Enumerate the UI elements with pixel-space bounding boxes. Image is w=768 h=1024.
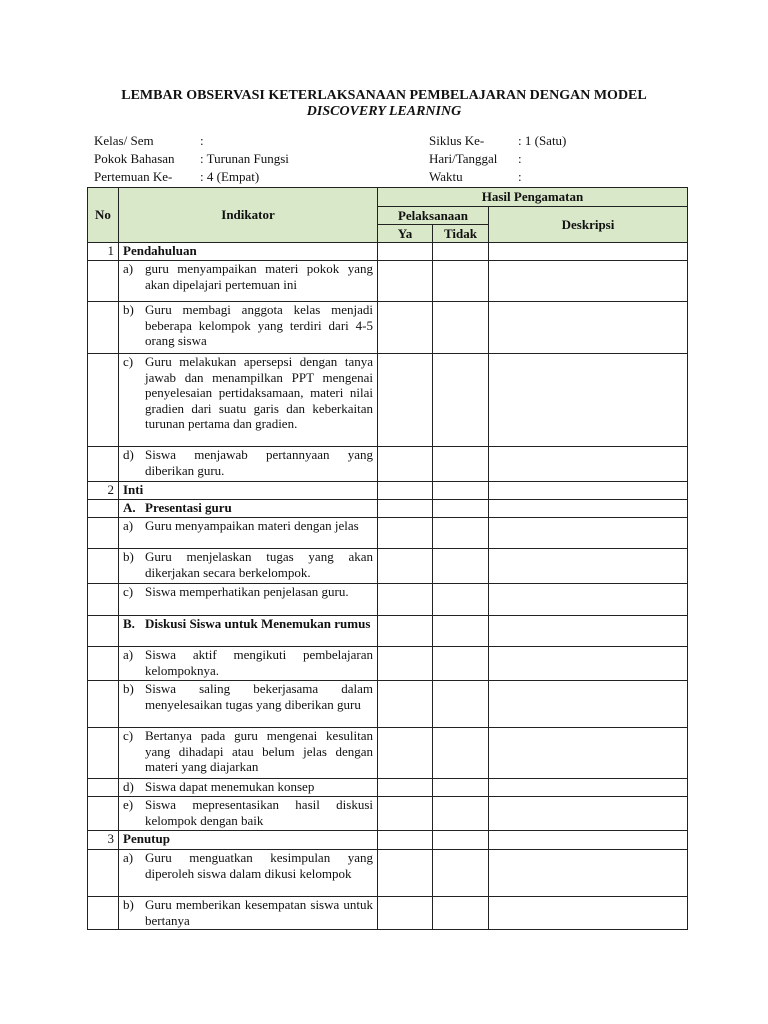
item-label: d) xyxy=(123,447,134,462)
section-title: Pendahuluan xyxy=(119,243,378,261)
ya-cell[interactable] xyxy=(378,447,433,482)
ya-cell[interactable] xyxy=(378,584,433,616)
ya-cell[interactable] xyxy=(378,243,433,261)
item-text: Siswa saling bekerjasama dalam menyelesaikan tugas yang diberikan guru xyxy=(145,681,373,712)
item-label: a) xyxy=(123,647,134,662)
item-label: c) xyxy=(123,354,134,369)
deskripsi-cell[interactable] xyxy=(489,482,688,500)
tidak-cell[interactable] xyxy=(433,681,489,728)
section-title: Inti xyxy=(119,482,378,500)
deskripsi-cell[interactable] xyxy=(489,797,688,831)
tidak-cell[interactable] xyxy=(433,797,489,831)
tidak-cell[interactable] xyxy=(433,354,489,447)
ya-cell[interactable] xyxy=(378,897,433,930)
subsection-row-presentasi xyxy=(88,500,688,518)
ya-cell[interactable] xyxy=(378,302,433,354)
deskripsi-cell[interactable] xyxy=(489,500,688,518)
item-text: Siswa aktif mengikuti pembelajaran kelompoknya. xyxy=(145,647,373,678)
kelas-label: Kelas/ Sem xyxy=(94,133,154,148)
pertemuan-label: Pertemuan Ke- xyxy=(94,169,173,184)
item-text: Siswa dapat menemukan konsep xyxy=(145,779,315,794)
item-label: c) xyxy=(123,728,134,743)
header-pelaksanaan: Pelaksanaan xyxy=(378,207,489,225)
item-label: b) xyxy=(123,897,134,912)
table-row xyxy=(88,797,688,831)
subsection-label: A. xyxy=(123,500,136,515)
observation-table xyxy=(87,187,688,930)
document-subtitle: DISCOVERY LEARNING xyxy=(306,104,462,119)
tidak-cell[interactable] xyxy=(433,549,489,584)
subsection-label: B. xyxy=(123,616,135,631)
deskripsi-cell[interactable] xyxy=(489,850,688,897)
ya-cell[interactable] xyxy=(378,518,433,549)
ya-cell[interactable] xyxy=(378,261,433,302)
ya-cell[interactable] xyxy=(378,728,433,779)
deskripsi-cell[interactable] xyxy=(489,518,688,549)
section-row-inti xyxy=(88,482,688,500)
header-tidak: Tidak xyxy=(433,225,489,243)
deskripsi-cell[interactable] xyxy=(489,728,688,779)
item-text: Guru membagi anggota kelas menjadi beberapa kelompok yang terdiri dari 4-5 orang siswa xyxy=(145,302,373,348)
tidak-cell[interactable] xyxy=(433,243,489,261)
table-row xyxy=(88,549,688,584)
subsection-title: Presentasi guru xyxy=(145,500,232,515)
deskripsi-cell[interactable] xyxy=(489,616,688,647)
table-row xyxy=(88,354,688,447)
deskripsi-cell[interactable] xyxy=(489,447,688,482)
pertemuan-value: : 4 (Empat) xyxy=(200,169,260,184)
document-title: LEMBAR OBSERVASI KETERLAKSANAAN PEMBELAJARAN DENGAN MODEL xyxy=(121,88,647,103)
pokok-bahasan-value: : Turunan Fungsi xyxy=(200,151,289,166)
subsection-title: Diskusi Siswa untuk Menemukan rumus xyxy=(145,616,371,631)
table-row xyxy=(88,647,688,681)
table-row xyxy=(88,779,688,797)
header-deskripsi: Deskripsi xyxy=(489,207,688,243)
item-label: b) xyxy=(123,681,134,696)
deskripsi-cell[interactable] xyxy=(489,897,688,930)
table-row xyxy=(88,261,688,302)
table-row xyxy=(88,584,688,616)
section-row-pendahuluan xyxy=(88,243,688,261)
tidak-cell[interactable] xyxy=(433,897,489,930)
item-text: Siswa menjawab pertannyaan yang diberikan guru. xyxy=(145,447,373,478)
header-indikator: Indikator xyxy=(119,188,378,243)
section-number: 1 xyxy=(88,243,119,261)
header-hasil-pengamatan: Hasil Pengamatan xyxy=(378,188,688,207)
table-row xyxy=(88,681,688,728)
ya-cell[interactable] xyxy=(378,500,433,518)
section-row-penutup xyxy=(88,831,688,850)
ya-cell[interactable] xyxy=(378,549,433,584)
waktu-label: Waktu xyxy=(429,169,463,184)
tidak-cell[interactable] xyxy=(433,831,489,850)
item-text: Siswa memperhatikan penjelasan guru. xyxy=(145,584,349,599)
item-label: a) xyxy=(123,518,134,533)
deskripsi-cell[interactable] xyxy=(489,681,688,728)
ya-cell[interactable] xyxy=(378,354,433,447)
pokok-bahasan-label: Pokok Bahasan xyxy=(94,151,175,166)
ya-cell[interactable] xyxy=(378,616,433,647)
tidak-cell[interactable] xyxy=(433,779,489,797)
item-text: Guru menyampaikan materi dengan jelas xyxy=(145,518,359,533)
subsection-row-diskusi xyxy=(88,616,688,647)
deskripsi-cell[interactable] xyxy=(489,831,688,850)
tidak-cell[interactable] xyxy=(433,728,489,779)
tidak-cell[interactable] xyxy=(433,518,489,549)
tidak-cell[interactable] xyxy=(433,647,489,681)
ya-cell[interactable] xyxy=(378,647,433,681)
table-row xyxy=(88,850,688,897)
waktu-value: : xyxy=(518,169,522,184)
table-row xyxy=(88,897,688,930)
item-label: e) xyxy=(123,797,134,812)
ya-cell[interactable] xyxy=(378,850,433,897)
deskripsi-cell[interactable] xyxy=(489,302,688,354)
table-row xyxy=(88,728,688,779)
ya-cell[interactable] xyxy=(378,797,433,831)
item-text: guru menyampaikan materi pokok yang akan dipelajari pertemuan ini xyxy=(145,261,373,292)
siklus-label: Siklus Ke- xyxy=(429,133,485,148)
item-text: Siswa mepresentasikan hasil diskusi kelompok dengan baik xyxy=(145,797,373,828)
tidak-cell[interactable] xyxy=(433,584,489,616)
siklus-value: : 1 (Satu) xyxy=(518,133,567,148)
tidak-cell[interactable] xyxy=(433,482,489,500)
item-label: a) xyxy=(123,850,134,865)
hari-tanggal-label: Hari/Tanggal xyxy=(429,151,498,166)
hari-tanggal-value: : xyxy=(518,151,522,166)
tidak-cell[interactable] xyxy=(433,616,489,647)
item-label: c) xyxy=(123,584,134,599)
ya-cell[interactable] xyxy=(378,482,433,500)
item-label: b) xyxy=(123,549,134,564)
tidak-cell[interactable] xyxy=(433,850,489,897)
item-label: b) xyxy=(123,302,134,317)
table-row xyxy=(88,518,688,549)
tidak-cell[interactable] xyxy=(433,302,489,354)
item-text: Guru melakukan apersepsi dengan tanya jawab dan menampilkan PPT mengenai penyelesaian pertidaksamaan, materi nilai gradien dari suatu garis dan keberkaitan turunan pertama dan gradien. xyxy=(145,354,373,431)
deskripsi-cell[interactable] xyxy=(489,584,688,616)
tidak-cell[interactable] xyxy=(433,447,489,482)
deskripsi-cell[interactable] xyxy=(489,549,688,584)
item-text: Guru memberikan kesempatan siswa untuk bertanya xyxy=(145,897,373,928)
deskripsi-cell[interactable] xyxy=(489,261,688,302)
deskripsi-cell[interactable] xyxy=(489,354,688,447)
item-text: Guru menguatkan kesimpulan yang diperoleh siswa dalam dikusi kelompok xyxy=(145,850,373,881)
deskripsi-cell[interactable] xyxy=(489,779,688,797)
item-label: d) xyxy=(123,779,134,794)
deskripsi-cell[interactable] xyxy=(489,647,688,681)
table-row xyxy=(88,447,688,482)
section-number: 2 xyxy=(88,482,119,500)
item-text: Bertanya pada guru mengenai kesulitan yang dihadapi atau belum jelas dengan materi yang diajarkan xyxy=(145,728,373,774)
ya-cell[interactable] xyxy=(378,831,433,850)
item-text: Guru menjelaskan tugas yang akan dikerjakan secara berkelompok. xyxy=(145,549,373,580)
table-row xyxy=(88,302,688,354)
deskripsi-cell[interactable] xyxy=(489,243,688,261)
tidak-cell[interactable] xyxy=(433,500,489,518)
ya-cell[interactable] xyxy=(378,681,433,728)
tidak-cell[interactable] xyxy=(433,261,489,302)
section-title: Penutup xyxy=(119,831,378,850)
ya-cell[interactable] xyxy=(378,779,433,797)
section-number: 3 xyxy=(88,831,119,850)
item-label: a) xyxy=(123,261,134,276)
header-no: No xyxy=(88,188,119,243)
kelas-value: : xyxy=(200,133,204,148)
header-ya: Ya xyxy=(378,225,433,243)
